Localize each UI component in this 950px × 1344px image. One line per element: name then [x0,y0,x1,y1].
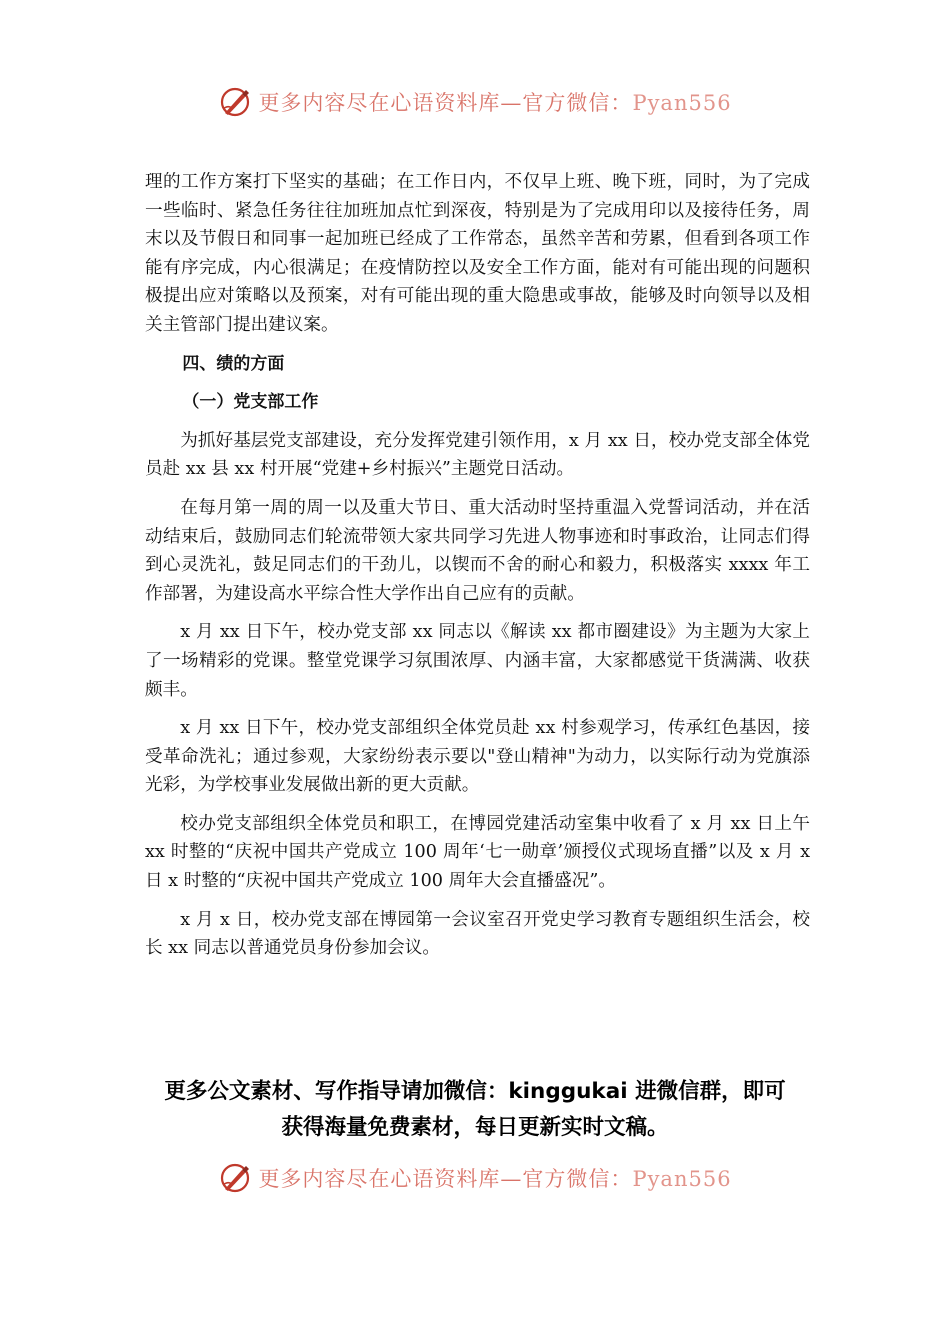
watermark-text: 更多内容尽在心语资料库—官方微信：Pyan556 [258,1167,732,1191]
paragraph-1: 为抓好基层党支部建设，充分发挥党建引领作用，x 月 xx 日，校办党支部全体党员赴 xx 县 xx 村开展“党建+乡村振兴”主题党日活动。 [145,430,810,480]
paragraph-3: x 月 xx 日下午，校办党支部 xx 同志以《解读 xx 都市圈建设》为主题为大家上了一场精彩的党课。整堂党课学习氛围浓厚、内涵丰富，大家都感觉干货满满、收获颇丰。 [145,622,810,700]
promo-callout [0,1074,950,1146]
paragraph-2: 在每月第一周的周一以及重大节日、重大活动时坚持重温入党誓词活动，并在活动结束后，鼓励同志们轮流带领大家共同学习先进人物事迹和时事政治，让同志们得到心灵洗礼，鼓足同志们的干劲儿，以锲而不舍的耐心和毅力，积极落实 xxxx 年工作部署，为建设高水平综合性大学作出自己应有的贡献。 [145,497,810,604]
promo-line-1: 更多公文素材、写作指导请加微信：kinggukai 进微信群，即可 [164,1079,786,1104]
watermark-text: 更多内容尽在心语资料库—官方微信：Pyan556 [258,91,732,115]
section-heading: 四、绩的方面 [182,353,285,374]
pen-circle-logo-icon [218,85,252,119]
pen-circle-logo-icon [218,1161,252,1195]
watermark-banner-top [0,80,950,124]
paragraph-continued: 理的工作方案打下坚实的基础；在工作日内，不仅早上班、晚下班，同时，为了完成一些临时、紧急任务往往加班加点忙到深夜，特别是为了完成用印以及接待任务，周末以及节假日和同事一起加班已经成了工作常态，虽然辛苦和劳累，但看到各项工作能有序完成，内心很满足；在疫情防控以及安全工作方面，能对有可能出现的问题积极提出应对策略以及预案，对有可能出现的重大隐患或事故，能够及时向领导以及相关主管部门提出建议案。 [145,172,810,335]
paragraph-6: x 月 x 日，校办党支部在博园第一会议室召开党史学习教育专题组织生活会，校长 xx 同志以普通党员身份参加会议。 [145,909,810,959]
watermark-banner-bottom [0,1156,950,1200]
paragraph-4: x 月 xx 日下午，校办党支部组织全体党员赴 xx 村参观学习，传承红色基因，接受革命洗礼；通过参观，大家纷纷表示要以"登山精神"为动力，以实际行动为党旗添光彩，为学校事业发展做出新的更大贡献。 [145,718,810,796]
subsection-heading: （一）党支部工作 [182,392,319,413]
paragraph-5: 校办党支部组织全体党员和职工，在博园党建活动室集中收看了 x 月 xx 日上午 xx 时整的“庆祝中国共产党成立 100 周年‘七一勋章’颁授仪式现场直播”以及 x 月 x 日 x 时整的“庆祝中国共产党成立 100 周年大会直播盛况”。 [145,813,810,892]
document-body [145,168,810,973]
promo-line-2: 获得海量免费素材，每日更新实时文稿。 [281,1115,669,1140]
